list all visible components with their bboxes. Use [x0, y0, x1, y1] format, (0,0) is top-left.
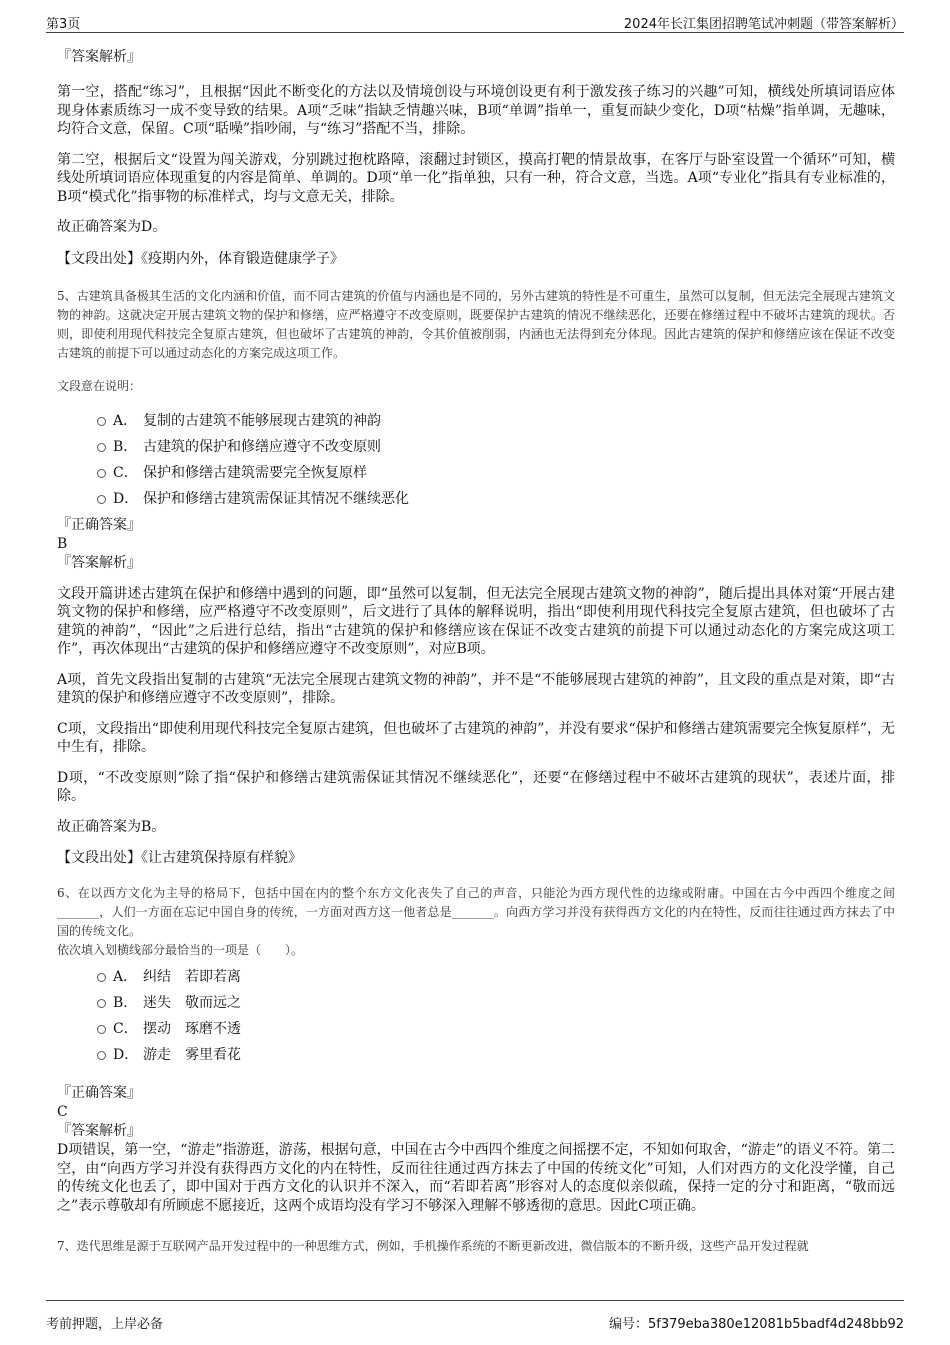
question-stem-5: 5、古建筑具备极其生活的文化内涵和价值，而不同古建筑的价值与内涵也是不同的，另外古建筑的特性是不可重生，虽然可以复制，但无法完全展现古建筑文物的神韵。这就决定开展古建筑文物的保护和修缮，应严格遵守不改变原则，既要保护古建筑的情况不继续恶化，还要在修缮过程中不破坏古建筑的现状。否则，即使利用现代科技完全复原古建筑，但也破坏了古建筑的神韵，令其价值被削弱，内涵也无法得到充分体现。因此古建筑的保护和修缮应该在保证不改变古建筑的前提下可以通过动态化的方案完成这项工作。	[57, 288, 895, 360]
option-b[interactable]: B． 迷失 敬而远之	[57, 990, 895, 1016]
option-b[interactable]: B． 古建筑的保护和修缮应遵守不改变原则	[57, 434, 895, 460]
correct-answer: C	[57, 1104, 68, 1120]
analysis-paragraph: A项，首先文段指出复制的古建筑“无法完全展现古建筑文物的神韵”，并不是“不能够展现古建筑的神韵”，且文段的重点是对策，即“古建筑的保护和修缮应遵守不改变原则”，排除。	[57, 671, 895, 706]
document-title: 2024年长江集团招聘笔试冲刺题（带答案解析）	[623, 17, 904, 32]
question-stem-6: 6、在以西方文化为主导的格局下，包括中国在内的整个东方文化丧失了自己的声音，只能沦为西方现代性的边缘或附庸。中国在古今中西四个维度之间_______，人们一方面在忘记中国自身的传统，一方面对西方这一他者总是_______。向西方学习并没有获得西方文化的内在特性，反而往往通过西方抹去了中国的传统文化。	[57, 886, 895, 938]
analysis-paragraph: 文段开篇讲述古建筑在保护和修缮中遇到的问题，即“虽然可以复制，但无法完全展现古建筑文物的神韵”，随后提出具体对策“开展古建筑文物的保护和修缮，应严格遵守不改变原则”，后文进行了具体的解释说明，指出“即使利用现代科技完全复原古建筑，但也破坏了古建筑的神韵”，“因此”之后进行总结，指出“古建筑的保护和修缮应该在保证不改变古建筑的前提下可以通过动态化的方案完成这项工作”，再次体现出“古建筑的保护和修缮应遵守不改变原则”，对应B项。	[57, 585, 895, 657]
correct-answer: B	[57, 535, 68, 552]
radio-icon[interactable]	[97, 1025, 106, 1034]
analysis-paragraph: D项，“不改变原则”除了指“保护和修缮古建筑需保证其情况不继续恶化”，还要“在修缮过程中不破坏古建筑的现状”，表述片面，排除。	[57, 769, 895, 804]
analysis-paragraph: D项错误，第一空，“游走”指游逛，游荡，根据句意，中国在古今中西四个维度之间摇摆不定，不知如何取舍，“游走”的语义不符。第二空，由“向西方学习并没有获得西方文化的内在特性，反而往往通过西方抹去了中国的传统文化”可知，人们对西方的文化没学懂，自己的传统文化也丢了，即中国对于西方文化的认识并不深入，而“若即若离”形容对人的态度似亲似疏，保持一定的分寸和距离，“敬而远之”表示尊敬却有所顾虑不愿接近，这两个成语均没有学习不够深入理解不够透彻的意思。因此C项正确。	[57, 1142, 895, 1214]
analysis-paragraph: 第二空，根据后文“设置为闯关游戏，分别跳过抱枕路障，滚翻过封锁区，摸高打靶的情景故事，在客厅与卧室设置一个循环”可知，横线处所填词语应体现重复的内容是简单、单调的。D项“单一化”指单独，只有一种，符合文意，当选。A项“专业化”指具有专业标准的，B项“模式化”指事物的标准样式，均与文意无关，排除。	[57, 151, 895, 205]
radio-icon[interactable]	[97, 495, 106, 504]
option-d[interactable]: D． 保护和修缮古建筑需保证其情况不继续恶化	[57, 486, 895, 512]
question-prompt-6: 依次填入划横线部分最恰当的一项是（ ）。	[57, 943, 304, 957]
analysis-paragraph: 第一空，搭配“练习”，且根据“因此不断变化的方法以及情境创设与环境创设更有利于激发孩子练习的兴趣”可知，横线处所填词语应体现身体素质练习一成不变导致的结果。A项“乏味”指缺乏情趣兴味，B项“单调”指单一，重复而缺少变化，D项“枯燥”指单调，无趣味，均符合文意，保留。C项“聒噪”指吵闹，与“练习”搭配不当，排除。	[57, 84, 895, 137]
question-stem-7: 7、迭代思维是源于互联网产品开发过程中的一种思维方式，例如，手机操作系统的不断更新改进，微信版本的不断升级，这些产品开发过程就	[57, 1239, 809, 1253]
footer-slogan: 考前押题，上岸必备	[46, 1317, 164, 1332]
page-number: 第3页	[46, 17, 81, 32]
radio-icon[interactable]	[97, 417, 106, 426]
option-c[interactable]: C． 摆动 琢磨不透	[57, 1016, 895, 1042]
analysis-conclusion: 故正确答案为B。	[57, 818, 166, 835]
radio-icon[interactable]	[97, 999, 106, 1008]
page-content	[57, 44, 895, 1297]
document-serial: 编号：5f379eba380e12081b5badf4d248bb92	[609, 1317, 904, 1332]
analysis-conclusion: 故正确答案为D。	[57, 219, 167, 235]
option-c[interactable]: C． 保护和修缮古建筑需要完全恢复原样	[57, 460, 895, 486]
radio-icon[interactable]	[97, 469, 106, 478]
radio-icon[interactable]	[97, 1051, 106, 1060]
options-list-5	[57, 408, 895, 512]
analysis-paragraph: C项，文段指出“即使利用现代科技完全复原古建筑，但也破坏了古建筑的神韵”，并没有要求“保护和修缮古建筑需要完全恢复原样”，无中生有，排除。	[57, 720, 895, 755]
correct-answer-label: 『正确答案』	[57, 1085, 141, 1101]
analysis-label: 『答案解析』	[57, 1123, 141, 1139]
radio-icon[interactable]	[97, 973, 106, 982]
radio-icon[interactable]	[97, 443, 106, 452]
page-header	[46, 10, 904, 33]
passage-source: 【文段出处】《让古建筑保持原有样貌》	[57, 850, 302, 866]
option-d[interactable]: D． 游走 雾里看花	[57, 1042, 895, 1068]
page-footer	[46, 1300, 904, 1331]
option-a[interactable]: A． 纠结 若即若离	[57, 964, 895, 990]
correct-answer-label: 『正确答案』	[57, 516, 141, 533]
question-prompt-5: 文段意在说明：	[57, 378, 142, 393]
passage-source: 【文段出处】《疫期内外，体育锻造健康学子》	[57, 250, 344, 267]
options-list-6	[57, 964, 895, 1068]
option-a[interactable]: A． 复制的古建筑不能够展现古建筑的神韵	[57, 408, 895, 434]
analysis-label: 『答案解析』	[57, 49, 141, 65]
analysis-label: 『答案解析』	[57, 554, 141, 571]
